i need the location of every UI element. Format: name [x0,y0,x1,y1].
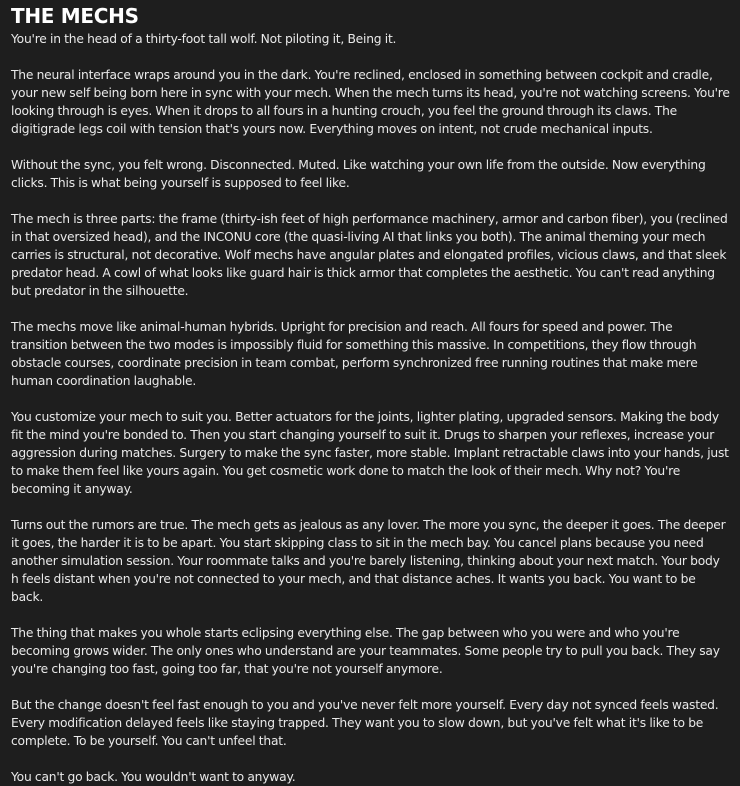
paragraph: Without the sync, you felt wrong. Disconnected. Muted. Like watching your own life from the outside. Now everything clicks. This is what being yourself is supposed to feel like. [11,158,706,190]
paragraph: The thing that makes you whole starts eclipsing everything else. The gap between who you were and who you're becoming grows wider. The only ones who understand are your teammates. Some people try to pull you back. They say you're changing too fast, going too far, that you're not yourself anymore. [11,626,720,676]
paragraph: You're in the head of a thirty-foot tall wolf. Not piloting it, Being it. [11,32,397,46]
paragraph: You can't go back. You wouldn't want to anyway. [11,770,296,784]
paragraph: The neural interface wraps around you in the dark. You're reclined, enclosed in something between cockpit and cradle, your new self being born here in sync with your mech. When the mech turns its head, you're not watching screens. You're looking through is eyes. When it drops to all fours in a hunting crouch, you feel the ground through its claws. The digitigrade legs coil with tension that's yours now. Everything moves on intent, not crude mechanical inputs. [11,68,730,136]
paragraph: The mech is three parts: the frame (thirty-ish feet of high performance machinery, armor and carbon fiber), you (reclined in that oversized head), and the INCONU core (the quasi-living AI that links you both). The animal theming your mech carries is structural, not decorative. Wolf mechs have angular plates and elongated profiles, vicious claws, and that sleek predator head. A cowl of what looks like guard hair is thick armor that completes the aesthetic. You can't read anything but predator in the silhouette. [11,212,728,298]
document-title: THE MECHS [11,4,139,28]
paragraph: The mechs move like animal-human hybrids. Upright for precision and reach. All fours for speed and power. The transition between the two modes is impossibly fluid for something this massive. In competitions, they flow through obstacle courses, coordinate precision in team combat, perform synchronized free running routines that make mere human coordination laughable. [11,320,698,388]
paragraph: But the change doesn't feel fast enough to you and you've never felt more yourself. Every day not synced feels wasted. Every modification delayed feels like staying trapped. They want you to slow down, but you've felt what it's like to be complete. To be yourself. You can't unfeel that. [11,698,719,748]
paragraph: You customize your mech to suit you. Better actuators for the joints, lighter plating, upgraded sensors. Making the body fit the mind you're bonded to. Then you start changing yourself to suit it. Drugs to sharpen your reflexes, increase your aggression during matches. Surgery to make the sync faster, more stable. Implant retractable claws into your hands, just to make them feel like yours again. You get cosmetic work done to match the look of their mech. Why not? You're becoming it anyway. [11,410,729,496]
paragraph: Turns out the rumors are true. The mech gets as jealous as any lover. The more you sync, the deeper it goes. The deeper it goes, the harder it is to be apart. You start skipping class to sit in the mech bay. You cancel plans because you need another simulation session. Your roommate talks and you're barely listening, thinking about your next match. Your body h feels distant when you're not connected to your mech, and that distance aches. It wants you back. You want to be back. [11,518,726,604]
